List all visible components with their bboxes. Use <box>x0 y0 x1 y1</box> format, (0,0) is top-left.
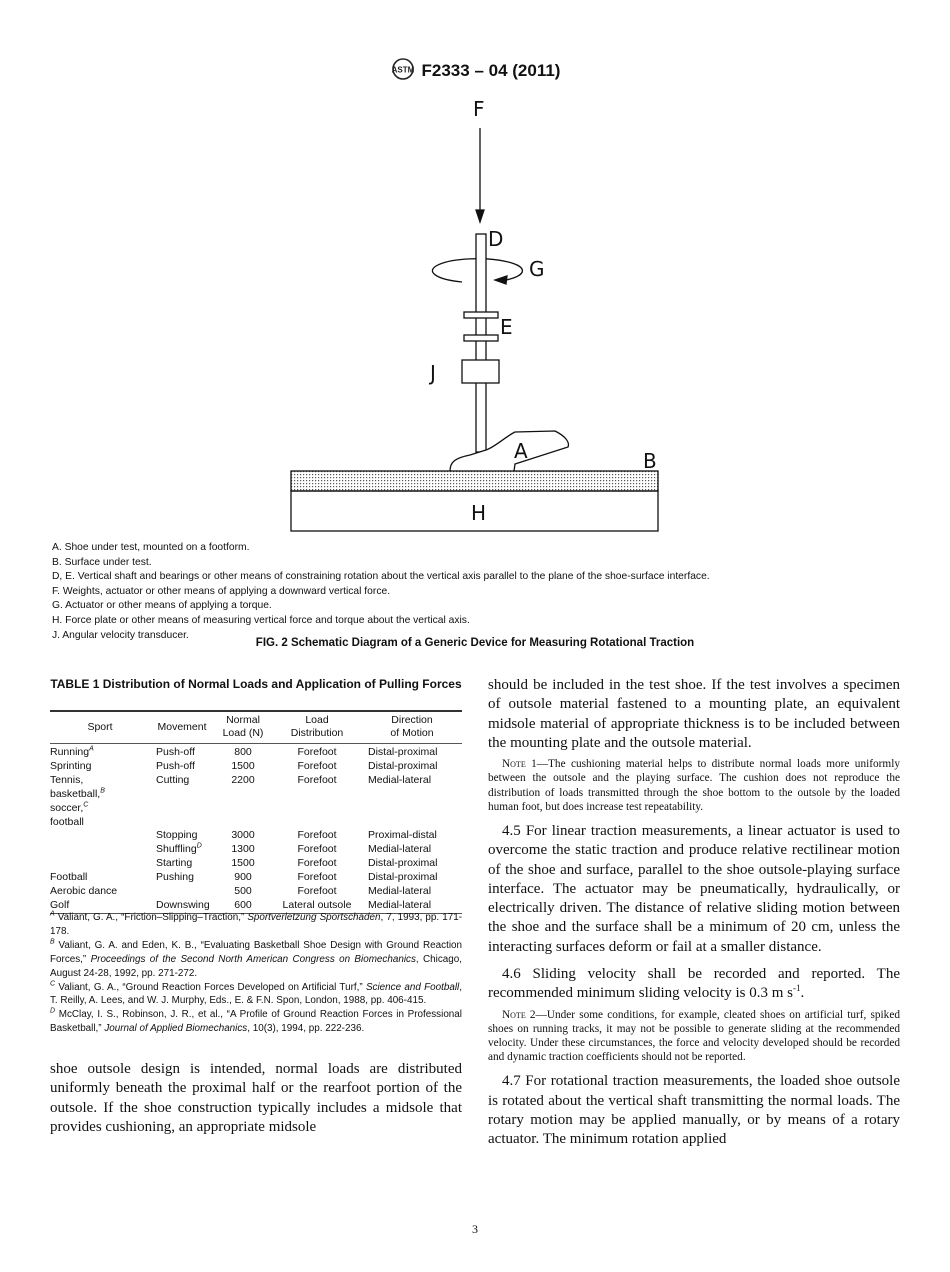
cell-sport: Tennis, basketball,$^B$ soccer,$^C$ football <box>50 773 105 828</box>
label-e: E <box>500 315 513 339</box>
legend-item: B. Surface under test. <box>52 556 152 568</box>
cell-load-distribution: Forefoot <box>297 773 337 786</box>
label-g: G <box>529 257 545 281</box>
section-4-7: 4.7 For rotational traction measurements, the loaded shoe outsole is rotated about the vertical shaft transmitting the normal loads. The rotary motion may be applied manually, or by means of a rotary actuator. The minimum rotation applied <box>488 1073 900 1148</box>
bearing-upper <box>464 312 498 318</box>
cell-normal-load: 800 <box>234 746 252 758</box>
force-arrowhead <box>476 210 484 222</box>
cell-sport: Golf <box>50 899 150 913</box>
cell-direction: Medial-lateral <box>368 885 432 898</box>
cell-movement: Starting <box>156 857 193 870</box>
cell-direction: Distal-proximal <box>368 871 438 884</box>
label-f: F <box>473 97 485 121</box>
section-4-6: 4.6 Sliding velocity shall be recorded and reported. The recommended minimum sliding velocity is 0.3 m $s^{-1}$. <box>488 966 900 1002</box>
bearing-lower <box>464 335 498 341</box>
table-row <box>50 829 462 843</box>
legend-item: D, E. Vertical shaft and bearings or other means of constraining rotation about the vertical axis parallel to the plane of the shoe-surface interface. <box>52 571 710 583</box>
table-title: TABLE 1 Distribution of Normal Loads and Application of Pulling Forces <box>50 677 462 691</box>
figure-caption: FIG. 2 Schematic Diagram of a Generic Device for Measuring Rotational Traction <box>255 637 695 649</box>
cell-normal-load: 500 <box>234 885 252 898</box>
figure-legend <box>52 541 710 643</box>
note-2: Note 2—Under some conditions, for example, cleated shoes on artificial turf, spiked shoes on running tracks, it may not be possible to generate sliding at the recommended velocity. Under these circumstances, the force and velocity developed should be recorded and dynamic traction coefficients should not be reported. <box>488 1008 900 1064</box>
table-row <box>50 885 462 899</box>
cell-normal-load: 600 <box>214 899 272 913</box>
table-row <box>50 744 462 760</box>
cell-direction: Distal-proximal <box>368 746 438 758</box>
cell-normal-load: 3000 <box>231 829 255 842</box>
legend-item: F. Weights, actuator or other means of applying a downward vertical force. <box>52 585 391 597</box>
cell-direction: Medial-lateral <box>368 773 432 786</box>
table-footnotes <box>50 911 462 1036</box>
cell-direction: Medial-lateral <box>368 843 432 856</box>
cell-sport <box>50 829 150 843</box>
cell-movement: Pushing <box>156 871 194 884</box>
table-row <box>50 760 462 774</box>
cell-load-distribution: Forefoot <box>297 885 337 898</box>
cell-sport: Running$^A$ <box>50 745 94 758</box>
cell-load-distribution: Forefoot <box>297 871 337 884</box>
cell-load-distribution: Forefoot <box>297 843 337 856</box>
header-direction: Direction of Motion <box>362 711 462 744</box>
cell-load-distribution: Forefoot <box>297 746 337 758</box>
label-b: B <box>643 449 657 473</box>
cell-sport: Football <box>50 871 88 884</box>
vertical-shaft <box>476 234 486 452</box>
note-1: Note 1—The cushioning material helps to distribute normal loads more uniformly between the outsole and the playing surface. The cushion does not reproduce the distribution of loads transmitted through the shoe bottom to the outsole by the loaded human foot, but does increase test repeatability. <box>488 758 900 813</box>
cell-sport: Sprinting <box>50 759 92 772</box>
legend-item: H. Force plate or other means of measuring vertical force and torque about the vertical axis. <box>52 614 470 626</box>
cell-movement: Shuffling$^D$ <box>156 842 202 856</box>
cell-direction: Distal-proximal <box>368 857 438 870</box>
left-column-text <box>50 1060 462 1137</box>
legend-item: A. Shoe under test, mounted on a footform. <box>52 542 250 553</box>
header-load-distribution: Load Distribution <box>272 711 362 744</box>
footnote: $^C$ Valiant, G. A., “Ground Reaction Forces Developed on Artificial Turf,” Science and Football, T. Reilly, A. Lees, and W. J. Murphy, Eds., E. & F.N. Spon, London, 1988, pp. 406-415. <box>50 980 463 1007</box>
angular-velocity-transducer <box>462 360 499 383</box>
right-column-text <box>488 676 900 1150</box>
cell-sport <box>50 857 150 871</box>
cell-movement: Downswing <box>150 899 214 913</box>
table-row <box>50 774 462 830</box>
cell-load-distribution: Lateral outsole <box>272 899 362 913</box>
footnote: $^D$ McClay, I. S., Robinson, J. R., et al., “A Profile of Ground Reaction Forces in Professional Basketball,” Journal of Applied Biomechanics, 10(3), 1994, pp. 222-236. <box>50 1008 462 1035</box>
loads-table <box>50 710 462 914</box>
header-sport: Sport <box>50 711 150 744</box>
label-j: J <box>430 361 436 385</box>
cell-normal-load: 900 <box>234 871 252 884</box>
cell-sport: Aerobic dance <box>50 885 118 898</box>
cell-movement <box>150 885 214 899</box>
cell-direction: Distal-proximal <box>368 759 438 772</box>
cell-direction: Proximal-distal <box>368 829 437 842</box>
cell-movement: Push-off <box>156 746 195 758</box>
paragraph: shoe outsole design is intended, normal loads are distributed uniformly beneath the proximal half or the rearfoot portion of the outsole. If the shoe construction typically includes a midsole that provides cushioning, an appropriate midsole <box>50 1061 462 1135</box>
cell-normal-load: 1500 <box>231 759 255 772</box>
footnote: $^B$ Valiant, G. A. and Eden, K. B., “Evaluating Basketball Shoe Design with Ground Reaction Forces,” Proceedings of the Second North American Congress on Biomechanics, Chicago, August 24-28, 1992, pp. 271-272. <box>50 938 462 979</box>
test-surface <box>291 471 658 491</box>
paragraph: should be included in the test shoe. If the test involves a specimen of outsole material fastened to a mounting plate, an equivalent midsole material of appropriate thickness is to be included between the mounting plate and the outsole material. <box>488 677 900 751</box>
cell-normal-load: 1500 <box>231 857 255 870</box>
legend-item: J. Angular velocity transducer. <box>52 629 189 641</box>
cell-sport <box>50 843 150 857</box>
table-row <box>50 843 462 857</box>
torque-arrowhead <box>495 276 507 284</box>
schematic-diagram <box>0 0 950 540</box>
header-normal-load: Normal Load (N) <box>214 711 272 744</box>
cell-load-distribution: Forefoot <box>297 759 337 772</box>
page-number: 3 <box>472 1222 478 1236</box>
footnote: $^A$ Valiant, G. A., “Friction–Slipping–Traction,” Sportverletzung Sportschaden, 7, 1993, pp. 171-178. <box>50 910 462 937</box>
label-d: D <box>488 227 504 251</box>
label-a: A <box>514 439 528 463</box>
cell-movement: Stopping <box>156 829 198 842</box>
table-header-row <box>50 711 462 744</box>
cell-normal-load: 2200 <box>231 773 255 786</box>
legend-item: G. Actuator or other means of applying a torque. <box>52 600 272 612</box>
cell-movement: Cutting <box>156 773 190 786</box>
section-4-5: 4.5 For linear traction measurements, a linear actuator is used to overcome the static traction and produce relative rectilinear motion of the shoe and surface, parallel to the shoe outsole-playing surface interface. The actuator may be pneumatically, hydraulically, or electrically driven. The distance of relative sliding motion between the shoe and the surface shall be a minimum of 20 cm, unless the interacting surfaces deform or fail at a smaller distance. <box>488 823 900 955</box>
shoe-under-test <box>450 431 568 471</box>
standard-designation: F2333 – 04 (2011) <box>421 61 561 80</box>
header-movement: Movement <box>150 711 214 744</box>
table-row <box>50 871 462 885</box>
cell-load-distribution: Forefoot <box>297 857 337 870</box>
cell-normal-load: 1300 <box>231 843 255 856</box>
table-row <box>50 857 462 871</box>
label-h: H <box>471 501 487 525</box>
cell-direction: Medial-lateral <box>362 899 462 913</box>
cell-load-distribution: Forefoot <box>297 829 337 842</box>
svg-text:ASTM: ASTM <box>391 65 414 75</box>
cell-movement: Push-off <box>156 759 195 772</box>
